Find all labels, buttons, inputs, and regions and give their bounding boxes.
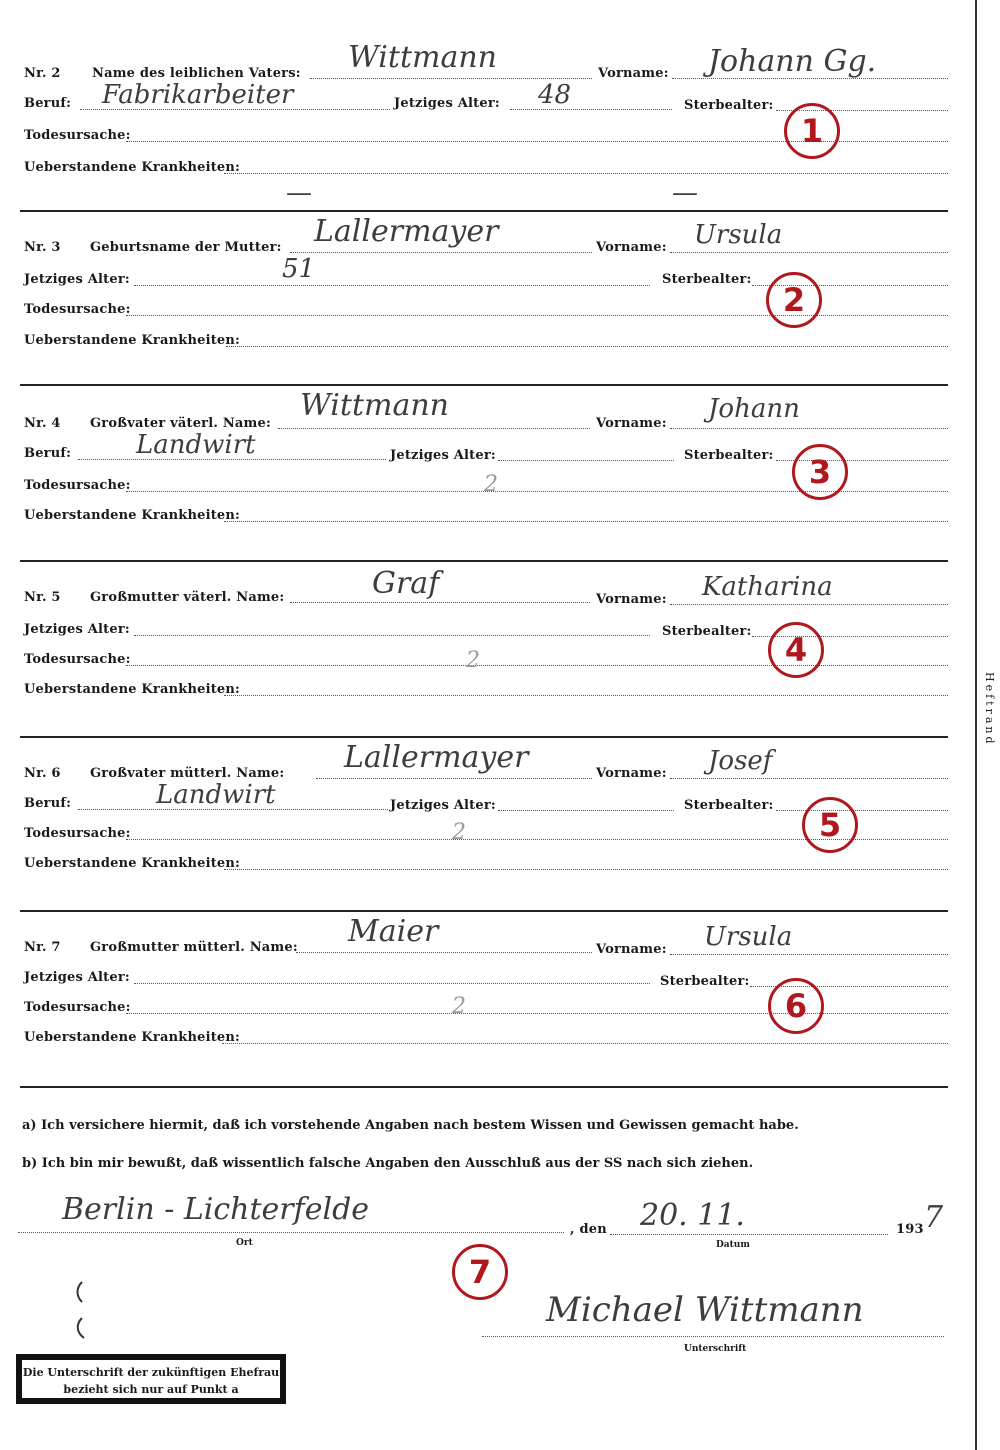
vorname-value: Katharina	[702, 572, 833, 602]
sterbealter-label: Sterbealter:	[684, 798, 774, 813]
vorname-label: Vorname:	[598, 66, 669, 81]
section-number: Nr. 5	[24, 590, 61, 605]
todesursache-label: Todesursache:	[24, 1000, 131, 1015]
name-label: Geburtsname der Mutter:	[90, 240, 282, 255]
marker-badge-7: 7	[452, 1244, 508, 1300]
beruf-label: Beruf:	[24, 96, 72, 111]
vorname-line	[670, 778, 948, 779]
signature-line	[482, 1336, 944, 1337]
alter-label: Jetziges Alter:	[24, 272, 130, 287]
vorname-value: Ursula	[704, 922, 793, 952]
name-value: Lallermayer	[344, 740, 529, 775]
sterbealter-label: Sterbealter:	[684, 98, 774, 113]
name-line	[290, 252, 592, 253]
beruf-label: Beruf:	[24, 796, 72, 811]
section-divider	[20, 560, 948, 562]
vorname-label: Vorname:	[596, 592, 667, 607]
krankheiten-label: Ueberstandene Krankheiten:	[24, 682, 241, 697]
krankheiten-label: Ueberstandene Krankheiten:	[24, 1030, 241, 1045]
name-value: Graf	[372, 566, 440, 601]
section-divider	[20, 736, 948, 738]
vorname-value: Johann	[708, 394, 800, 424]
krankheiten-line	[222, 1043, 948, 1044]
vorname-line	[670, 428, 948, 429]
alter-value: 51	[282, 254, 316, 284]
beruf-value: Landwirt	[156, 780, 276, 810]
datum-line	[610, 1234, 888, 1235]
name-value: Lallermayer	[314, 214, 499, 249]
krankheiten-line	[224, 173, 948, 174]
name-line	[296, 952, 592, 953]
alter-label: Jetziges Alter:	[390, 448, 496, 463]
vorname-label: Vorname:	[596, 416, 667, 431]
name-label: Großvater väterl. Name:	[90, 416, 271, 431]
section-divider	[20, 384, 948, 386]
krankheiten-line	[224, 521, 948, 522]
signature: Michael Wittmann	[546, 1290, 864, 1330]
alter-line	[134, 635, 650, 636]
name-value: Maier	[348, 914, 439, 949]
alter-label: Jetziges Alter:	[24, 622, 130, 637]
section-divider	[20, 210, 948, 212]
marker-badge: 6	[768, 978, 824, 1034]
marker-badge: 1	[784, 103, 840, 159]
alter-label: Jetziges Alter:	[24, 970, 130, 985]
sterbealter-line	[776, 810, 948, 811]
sterbealter-label: Sterbealter:	[660, 974, 750, 989]
beruf-label: Beruf:	[24, 446, 72, 461]
alter-label: Jetziges Alter:	[394, 96, 500, 111]
vorname-value: Ursula	[694, 220, 783, 250]
section-number: Nr. 7	[24, 940, 61, 955]
name-label: Name des leiblichen Vaters:	[92, 66, 301, 81]
krankheiten-value: —	[286, 178, 312, 208]
todesursache-label: Todesursache:	[24, 478, 131, 493]
todesursache-line	[126, 1013, 948, 1014]
marker-badge: 2	[766, 272, 822, 328]
ort-value: Berlin - Lichterfelde	[62, 1192, 370, 1227]
todesursache-value: 2	[452, 994, 466, 1019]
alter-line	[498, 460, 674, 461]
name-line	[290, 602, 590, 603]
beruf-value: Landwirt	[136, 430, 256, 460]
name-label: Großvater mütterl. Name:	[90, 766, 285, 781]
ort-label: Ort	[236, 1238, 253, 1248]
sterbealter-label: Sterbealter:	[684, 448, 774, 463]
vorname-line	[670, 954, 948, 955]
marker-badge: 3	[792, 444, 848, 500]
vorname-label: Vorname:	[596, 942, 667, 957]
name-line	[310, 78, 592, 79]
vorname-line	[670, 252, 948, 253]
krankheiten-line	[224, 869, 948, 870]
name-value: Wittmann	[348, 40, 497, 75]
section-divider	[20, 910, 948, 912]
alter-line	[134, 285, 650, 286]
alter-line	[134, 983, 650, 984]
name-label: Großmutter mütterl. Name:	[90, 940, 298, 955]
todesursache-label: Todesursache:	[24, 826, 131, 841]
krankheiten-label: Ueberstandene Krankheiten:	[24, 508, 241, 523]
todesursache-value: 2	[484, 472, 498, 497]
beruf-value: Fabrikarbeiter	[102, 80, 294, 110]
name-value: Wittmann	[300, 388, 449, 423]
todesursache-value: 2	[466, 648, 480, 673]
declaration-a: a) Ich versichere hiermit, daß ich vorstehende Angaben nach bestem Wissen und Gewissen gemacht habe.	[22, 1118, 799, 1133]
sterbealter-label: Sterbealter:	[662, 272, 752, 287]
year-digit: 7	[924, 1200, 944, 1235]
krankheiten-label: Ueberstandene Krankheiten:	[24, 160, 241, 175]
alter-line	[510, 109, 672, 110]
todesursache-label: Todesursache:	[24, 128, 131, 143]
sterbealter-label: Sterbealter:	[662, 624, 752, 639]
todesursache-label: Todesursache:	[24, 302, 131, 317]
name-line	[316, 778, 592, 779]
section-number: Nr. 2	[24, 66, 61, 81]
ort-line	[18, 1232, 564, 1233]
sterbealter-value: —	[672, 178, 698, 208]
margin-line	[975, 0, 977, 1450]
krankheiten-line	[224, 695, 948, 696]
den-label: , den	[570, 1222, 607, 1237]
pencil-marks	[70, 1278, 90, 1344]
alter-value: 48	[538, 80, 572, 110]
todesursache-line	[126, 315, 948, 316]
alter-line	[498, 810, 674, 811]
margin-label: Heftrand	[983, 672, 996, 747]
krankheiten-line	[226, 346, 948, 347]
section-number: Nr. 3	[24, 240, 61, 255]
vorname-label: Vorname:	[596, 766, 667, 781]
unterschrift-label: Unterschrift	[684, 1344, 747, 1354]
vorname-label: Vorname:	[596, 240, 667, 255]
todesursache-line	[126, 665, 948, 666]
datum-value: 20. 11.	[640, 1198, 745, 1233]
section-number: Nr. 4	[24, 416, 61, 431]
krankheiten-label: Ueberstandene Krankheiten:	[24, 333, 241, 348]
datum-label: Datum	[716, 1240, 750, 1250]
section-divider	[20, 1086, 948, 1088]
todesursache-value: 2	[452, 820, 466, 845]
todesursache-label: Todesursache:	[24, 652, 131, 667]
marker-badge: 5	[802, 797, 858, 853]
krankheiten-label: Ueberstandene Krankheiten:	[24, 856, 241, 871]
vorname-line	[670, 604, 948, 605]
marker-badge: 4	[768, 622, 824, 678]
spouse-signature-note: Die Unterschrift der zukünftigen Ehefrau bezieht sich nur auf Punkt a	[16, 1354, 286, 1404]
section-number: Nr. 6	[24, 766, 61, 781]
year-prefix: 193	[896, 1222, 924, 1237]
name-label: Großmutter väterl. Name:	[90, 590, 285, 605]
vorname-value: Josef	[708, 746, 773, 776]
name-line	[278, 428, 590, 429]
alter-label: Jetziges Alter:	[390, 798, 496, 813]
vorname-value: Johann Gg.	[708, 44, 877, 79]
declaration-b: b) Ich bin mir bewußt, daß wissentlich falsche Angaben den Ausschluß aus der SS nach sich ziehen.	[22, 1156, 754, 1171]
